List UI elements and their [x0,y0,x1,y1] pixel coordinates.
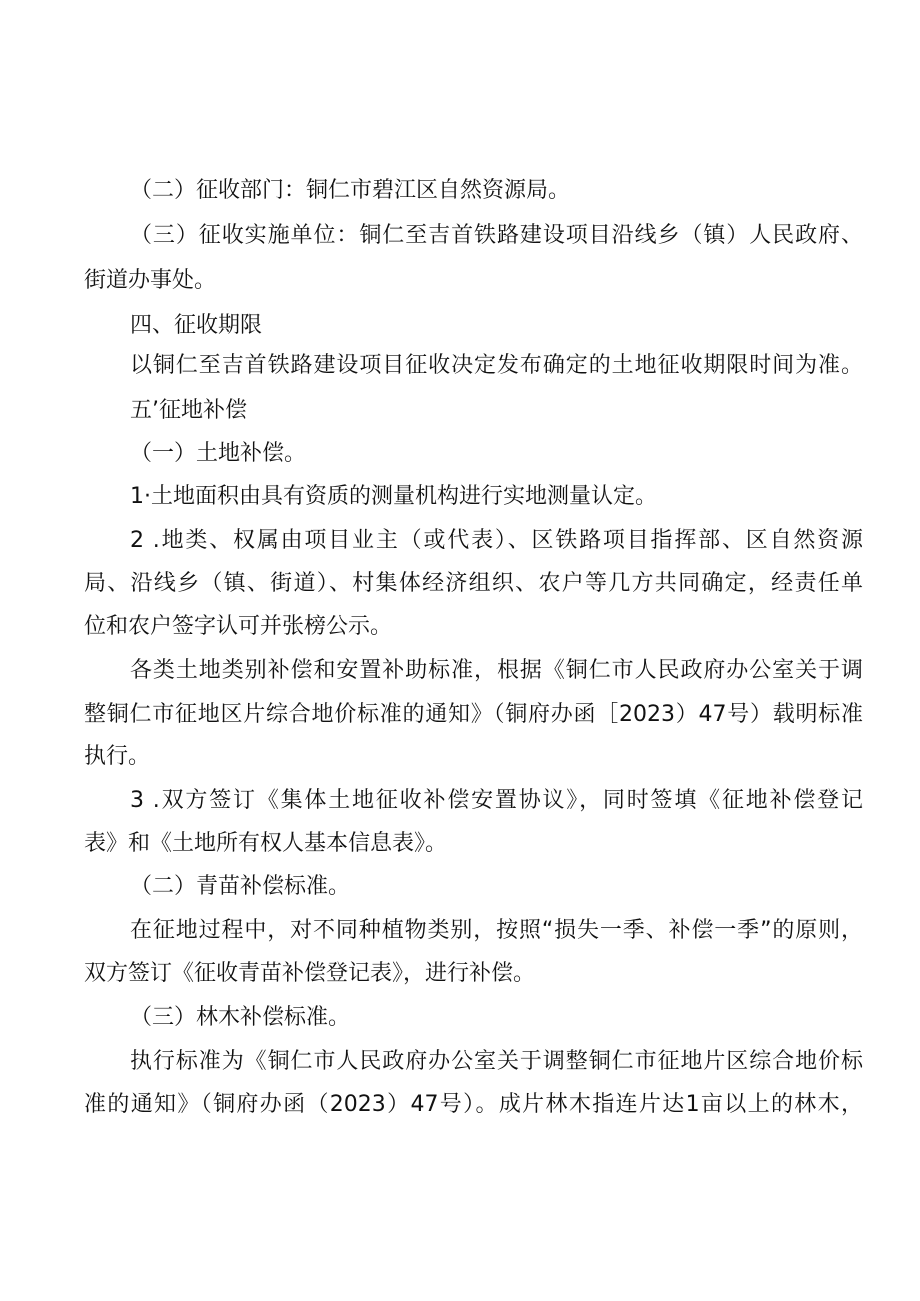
text-line: 各类土地类别补偿和安置补助标准，根据《铜仁市人民政府办公室关于调 [130,658,863,683]
text-line: （三）征收实施单位：铜仁至吉首铁路建设项目沿线乡（镇）人民政府、 [130,223,863,248]
text-line: 1·土地面积由具有资质的测量机构进行实地测量认定。 [130,484,657,509]
text-line: 街道办事处。 [84,268,217,293]
text-line: 执行标准为《铜仁市人民政府办公室关于调整铜仁市征地片区综合地价标 [130,1049,863,1074]
text-line: （二）征收部门：铜仁市碧江区自然资源局。 [130,178,571,203]
section-heading: 四、征收期限 [130,313,263,338]
text-line: 准的通知》（铜府办函（2023）47号）。成片林木指连片达1亩以上的林木， [84,1092,863,1117]
section-heading: 五’征地补偿 [130,398,247,423]
text-line: 双方签订《征收青苗补偿登记表》，进行补偿。 [84,961,536,986]
text-line: 2 .地类、权属由项目业主（或代表）、区铁路项目指挥部、区自然资源 [130,528,863,553]
text-line: 位和农户签字认可并张榜公示。 [84,614,393,639]
text-line: 整铜仁市征地区片综合地价标准的通知》（铜府办函［2023）47号）载明标准 [84,702,863,727]
text-line: （二）青苗补偿标准。 [130,874,351,899]
text-line: （一）土地补偿。 [130,441,307,466]
text-line: 局、沿线乡（镇、街道）、村集体经济组织、农户等几方共同确定，经责任单 [84,571,863,596]
text-line: 以铜仁至吉首铁路建设项目征收决定发布确定的土地征收期限时间为准。 [130,353,863,378]
text-line: 表》和《土地所有权人基本信息表》。 [84,831,448,856]
text-line: 在征地过程中，对不同种植物类别，按照“损失一季、补偿一季”的原则， [130,918,863,943]
text-line: 3 .双方签订《集体土地征收补偿安置协议》，同时签填《征地补偿登记 [130,788,863,813]
text-line: （三）林木补偿标准。 [130,1005,351,1030]
text-line: 执行。 [84,744,151,769]
